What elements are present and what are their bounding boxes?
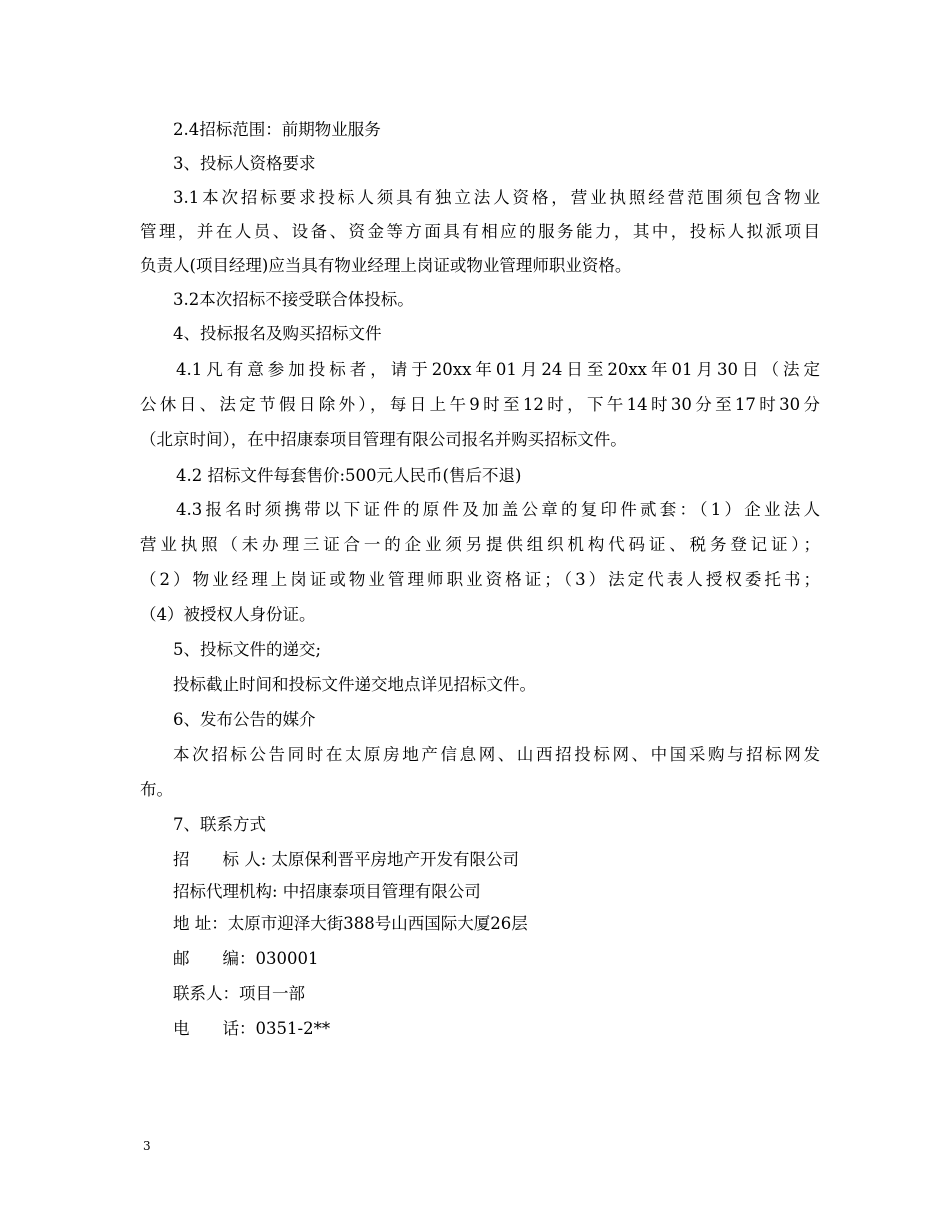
section-4-2-price: 4.2 招标文件每套售价:500元人民币(售后不退) [176,466,522,485]
media-detail-line-2: 布。 [140,780,173,799]
contact-postcode: 邮 编：030001 [173,949,319,968]
paragraph-4-1-line-1: 4.1凡有意参加投标者，请于20xx年01月24日至20xx年01月30日（法定 [176,360,820,379]
paragraph-4-3-line-2: 营业执照（未办理三证合一的企业须另提供组织机构代码证、税务登记证）； [140,535,820,554]
heading-bidder-qualifications: 3、投标人资格要求 [173,154,316,173]
contact-person: 联系人：项目一部 [173,984,305,1003]
heading-contact: 7、联系方式 [173,815,266,834]
section-2-4-scope: 2.4招标范围：前期物业服务 [173,120,381,139]
heading-submission: 5、投标文件的递交; [173,640,322,659]
section-3-2-consortium: 3.2本次招标不接受联合体投标。 [173,290,414,309]
paragraph-4-3-line-3: （2）物业经理上岗证或物业管理师职业资格证；（3）法定代表人授权委托书； [140,570,820,589]
paragraph-3-1-line-3: 负责人(项目经理)应当具有物业经理上岗证或物业管理师职业资格。 [140,256,632,275]
contact-address: 地 址：太原市迎泽大街388号山西国际大厦26层 [173,914,528,933]
heading-media: 6、发布公告的媒介 [173,710,316,729]
heading-registration: 4、投标报名及购买招标文件 [173,324,382,343]
contact-agency: 招标代理机构: 中招康泰项目管理有限公司 [173,882,481,901]
paragraph-4-3-line-4: （4）被授权人身份证。 [140,605,316,624]
contact-phone: 电 话：0351-2** [173,1019,331,1038]
paragraph-4-3-line-1: 4.3报名时须携带以下证件的原件及加盖公章的复印件贰套：（1）企业法人 [176,500,820,519]
contact-tenderer: 招 标 人: 太原保利晋平房地产开发有限公司 [173,850,520,869]
paragraph-4-1-line-3: （北京时间），在中招康泰项目管理有限公司报名并购买招标文件。 [140,430,627,449]
page-number: 3 [143,1139,151,1153]
paragraph-4-1-line-2: 公休日、法定节假日除外），每日上午9时至12时，下午14时30分至17时30分 [140,395,820,414]
media-detail-line-1: 本次招标公告同时在太原房地产信息网、山西招投标网、中国采购与招标网发 [173,745,820,764]
paragraph-3-1-line-1: 3.1本次招标要求投标人须具有独立法人资格，营业执照经营范围须包含物业 [173,188,820,207]
submission-detail: 投标截止时间和投标文件递交地点详见招标文件。 [173,675,536,694]
paragraph-3-1-line-2: 管理，并在人员、设备、资金等方面具有相应的服务能力，其中，投标人拟派项目 [140,222,820,241]
